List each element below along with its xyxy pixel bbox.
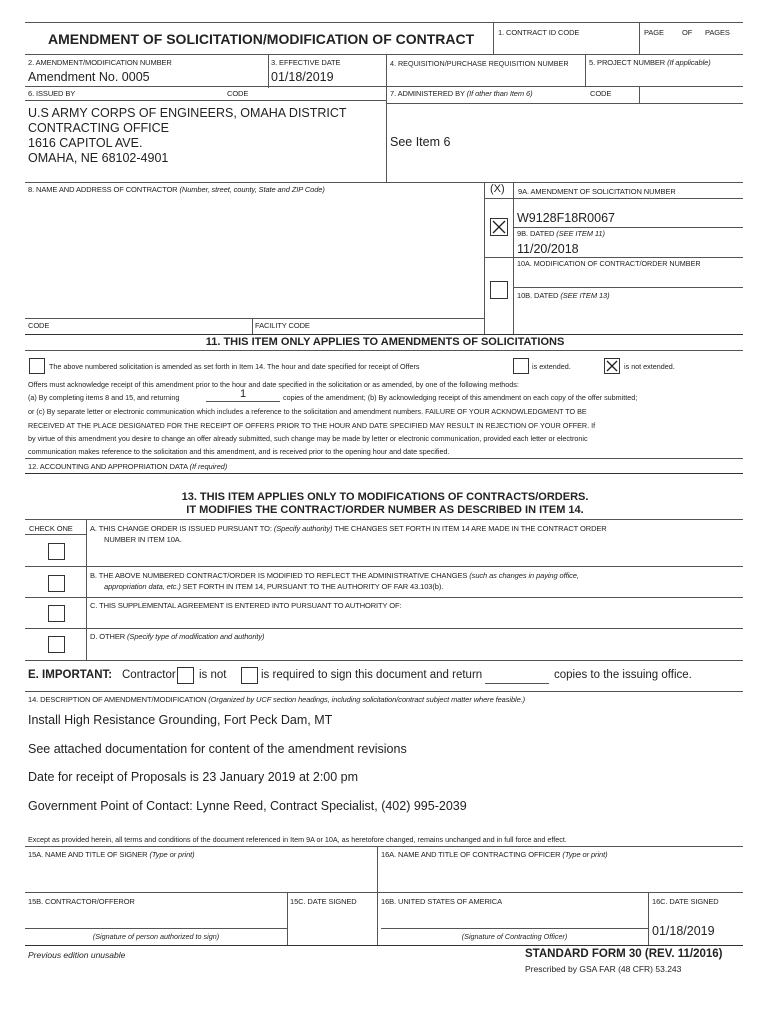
x-column-label: (X) <box>490 183 505 195</box>
offers-line2a: (a) By completing items 8 and 15, and returning <box>28 393 180 402</box>
rule <box>25 566 743 567</box>
offers-line5: by virtue of this amendment you desire to change an offer already submitted, such change may be made by letter or electronic communication, provided each letter or electronic <box>28 434 588 443</box>
form-title: AMENDMENT OF SOLICITATION/MODIFICATION OF CONTRACT <box>48 31 475 47</box>
important-copies: copies to the issuing office. <box>554 669 692 681</box>
rule <box>25 318 484 319</box>
x-mark-icon <box>605 359 619 373</box>
option-d-line: D. OTHER (Specify type of modification and authority) <box>90 632 265 641</box>
x-mark-icon <box>491 219 507 235</box>
issuer-address <box>28 106 347 166</box>
item13-title-2: IT MODIFIES THE CONTRACT/ORDER NUMBER AS DESCRIBED IN ITEM 14. <box>186 504 584 516</box>
option-a-line2: NUMBER IN ITEM 10A. <box>104 535 182 544</box>
rule <box>252 318 253 334</box>
important-contractor: Contractor <box>122 669 176 681</box>
is-extended-label: is extended. <box>532 362 571 371</box>
administered-by-code-label: CODE <box>590 89 612 98</box>
rule <box>25 54 743 55</box>
rule <box>484 198 743 199</box>
offers-line2b: copies of the amendment; (b) By acknowledging receipt of this amendment on each copy of the offer submitted; <box>283 393 638 402</box>
rule <box>25 945 743 946</box>
accounting-label: 12. ACCOUNTING AND APPROPRIATION DATA (If required) <box>28 462 228 471</box>
contractor-offeror-label: 15B. CONTRACTOR/OFFEROR <box>28 897 135 906</box>
rule <box>25 22 743 23</box>
rule <box>25 628 743 629</box>
item13-title-1: 13. THIS ITEM APPLIES ONLY TO MODIFICATIONS OF CONTRACTS/ORDERS. <box>181 491 589 503</box>
option-b-line2: appropriation data, etc.) SET FORTH IN ITEM 14, PURSUANT TO THE AUTHORITY OF FAR 43.103(b). <box>104 582 444 591</box>
solicitation-amendment-checkbox[interactable] <box>490 218 508 236</box>
facility-code-label: FACILITY CODE <box>255 321 310 330</box>
mod-contract-label: 10A. MODIFICATION OF CONTRACT/ORDER NUMBER <box>517 259 701 268</box>
dated-9b-value: 11/20/2018 <box>517 242 579 256</box>
of-label: OF <box>682 28 693 37</box>
rule <box>25 86 743 87</box>
important-is-required: is required to sign this document and return <box>261 669 483 681</box>
item11-title: 11. THIS ITEM ONLY APPLIES TO AMENDMENTS OF SOLICITATIONS <box>205 336 565 348</box>
option-a-line1: A. THIS CHANGE ORDER IS ISSUED PURSUANT TO: (Specify authority) THE CHANGES SET FORTH IN ITEM 14 ARE MADE IN THE CONTRACT ORDER <box>90 524 607 533</box>
description-line: Government Point of Contact: Lynne Reed, Contract Specialist, (402) 995-2039 <box>28 799 467 813</box>
rule <box>484 182 485 334</box>
effective-date-value: 01/18/2019 <box>271 70 334 84</box>
issued-by-label: 6. ISSUED BY <box>28 89 76 98</box>
rule <box>25 334 743 335</box>
modification-checkbox[interactable] <box>490 281 508 299</box>
administered-by-label: 7. ADMINISTERED BY (If other than Item 6) <box>390 89 533 98</box>
date-signed-value: 01/18/2019 <box>652 924 715 938</box>
project-number-label: 5. PROJECT NUMBER (If applicable) <box>589 58 711 67</box>
rule <box>25 597 743 598</box>
amendment-number-label: 2. AMENDMENT/MODIFICATION NUMBER <box>28 58 172 67</box>
rule <box>513 182 514 334</box>
rule <box>206 401 280 402</box>
rule <box>585 54 586 86</box>
sig-person-note: (Signature of person authorized to sign) <box>92 932 220 941</box>
dated-10b-label: 10B. DATED (SEE ITEM 13) <box>517 291 610 300</box>
check-one-label: CHECK ONE <box>29 524 73 533</box>
copies-blank[interactable] <box>485 683 549 684</box>
issuer-line: CONTRACTING OFFICE <box>28 121 169 135</box>
rule <box>25 473 743 474</box>
is-not-extended-label: is not extended. <box>624 362 675 371</box>
rule <box>386 103 743 104</box>
rule <box>25 691 743 692</box>
option-b-line1: B. THE ABOVE NUMBERED CONTRACT/ORDER IS MODIFIED TO REFLECT THE ADMINISTRATIVE CHANGES (such as changes in paying office, <box>90 571 579 580</box>
usa-label: 16B. UNITED STATES OF AMERICA <box>381 897 503 906</box>
contractor-label: 8. NAME AND ADDRESS OF CONTRACTOR (Number, street, county, State and ZIP Code) <box>28 185 325 194</box>
rule <box>648 892 649 945</box>
sig-officer-note: (Signature of Contracting Officer) <box>461 932 568 941</box>
except-text: Except as provided herein, all terms and conditions of the document referenced in Item 9A or 10A, as heretofore changed, remains unchanged and in full force and effect. <box>28 835 567 844</box>
important-is-not: is not <box>199 669 227 681</box>
rule <box>25 846 743 847</box>
rule <box>25 350 743 351</box>
rule <box>513 227 743 228</box>
issuer-line: U.S ARMY CORPS OF ENGINEERS, OMAHA DISTRICT <box>28 106 347 120</box>
signer-label: 15A. NAME AND TITLE OF SIGNER (Type or print) <box>28 850 195 859</box>
issuer-line: 1616 CAPITOL AVE. <box>28 136 143 150</box>
dated-9b-label: 9B. DATED (SEE ITEM 11) <box>517 229 605 238</box>
description-line: Install High Resistance Grounding, Fort Peck Dam, MT <box>28 713 333 727</box>
option-d-checkbox[interactable] <box>48 636 65 653</box>
amendment-solicitation-label: 9A. AMENDMENT OF SOLICITATION NUMBER <box>518 187 676 196</box>
rule <box>493 22 494 54</box>
description-line: Date for receipt of Proposals is 23 January 2019 at 2:00 pm <box>28 770 359 784</box>
administered-by-value: See Item 6 <box>390 135 451 149</box>
contract-id-label: 1. CONTRACT ID CODE <box>498 28 580 37</box>
description-label: 14. DESCRIPTION OF AMENDMENT/MODIFICATION (Organized by UCF section headings, including solicitation/contract subject matter where feasible.) <box>28 695 526 704</box>
is-required-checkbox[interactable] <box>241 667 258 684</box>
rule <box>25 660 743 661</box>
contractor-code-label: CODE <box>28 321 50 330</box>
date-signed-16c-label: 16C. DATE SIGNED <box>652 897 719 906</box>
offers-line6: communication makes reference to the solicitation and this amendment, and is received prior to the opening hour and date specified. <box>28 447 450 456</box>
solicitation-amended-checkbox[interactable] <box>29 358 45 374</box>
requisition-label: 4. REQUISITION/PURCHASE REQUISITION NUMBER <box>390 59 569 68</box>
description-line: See attached documentation for content of the amendment revisions <box>28 742 407 756</box>
offers-line1: Offers must acknowledge receipt of this amendment prior to the hour and date specified in the solicitation or as amended, by one of the following methods: <box>28 380 519 389</box>
rule <box>513 287 743 288</box>
rule <box>25 100 386 101</box>
rule <box>86 519 87 660</box>
rule <box>25 534 86 535</box>
page-label: PAGE <box>644 28 664 37</box>
pages-label: PAGES <box>705 28 730 37</box>
date-signed-15c-label: 15C. DATE SIGNED <box>290 897 357 906</box>
is-not-extended-checkbox[interactable] <box>604 358 620 374</box>
offers-line3: or (c) By separate letter or electronic communication which includes a reference to the solicitation and amendment numbers. FAILURE OF YOUR ACKNOWLEDGMENT TO BE <box>28 407 587 416</box>
solicitation-number-value: W9128F18R0067 <box>517 211 615 225</box>
rule <box>484 257 743 258</box>
rule <box>287 892 288 945</box>
important-label: E. IMPORTANT: <box>28 669 113 681</box>
option-c-checkbox[interactable] <box>48 605 65 622</box>
option-c-line: C. THIS SUPPLEMENTAL AGREEMENT IS ENTERED INTO PURSUANT TO AUTHORITY OF: <box>90 601 402 610</box>
rule <box>25 892 743 893</box>
rule <box>377 846 378 945</box>
officer-label: 16A. NAME AND TITLE OF CONTRACTING OFFICER (Type or print) <box>381 850 608 859</box>
rule <box>25 182 743 183</box>
contractor-signature-line[interactable] <box>25 928 287 929</box>
offers-line4: RECEIVED AT THE PLACE DESIGNATED FOR THE RECEIPT OF OFFERS PRIOR TO THE HOUR AND DATE SPECIFIED MAY RESULT IN REJECTION OF YOUR OFFER. If <box>28 421 596 430</box>
option-b-checkbox[interactable] <box>48 575 65 592</box>
rule <box>25 519 743 520</box>
is-not-checkbox[interactable] <box>177 667 194 684</box>
prescribed-by-label: Prescribed by GSA FAR (48 CFR) 53.243 <box>525 964 682 974</box>
issued-by-code-label: CODE <box>227 89 249 98</box>
rule <box>386 54 387 182</box>
rule <box>268 54 269 88</box>
option-a-checkbox[interactable] <box>48 543 65 560</box>
standard-form-label: STANDARD FORM 30 (REV. 11/2016) <box>525 948 723 960</box>
rule <box>639 86 640 103</box>
previous-edition-note: Previous edition unusable <box>28 950 126 960</box>
rule <box>25 458 743 459</box>
officer-signature-line[interactable] <box>381 928 648 929</box>
is-extended-checkbox[interactable] <box>513 358 529 374</box>
copies-returned-value: 1 <box>239 388 247 400</box>
item11-line1: The above numbered solicitation is amended as set forth in Item 14. The hour and date specified for receipt of Offers <box>49 362 420 371</box>
rule <box>639 22 640 54</box>
effective-date-label: 3. EFFECTIVE DATE <box>271 58 341 67</box>
amendment-number-value: Amendment No. 0005 <box>28 70 150 84</box>
issuer-line: OMAHA, NE 68102-4901 <box>28 151 169 165</box>
